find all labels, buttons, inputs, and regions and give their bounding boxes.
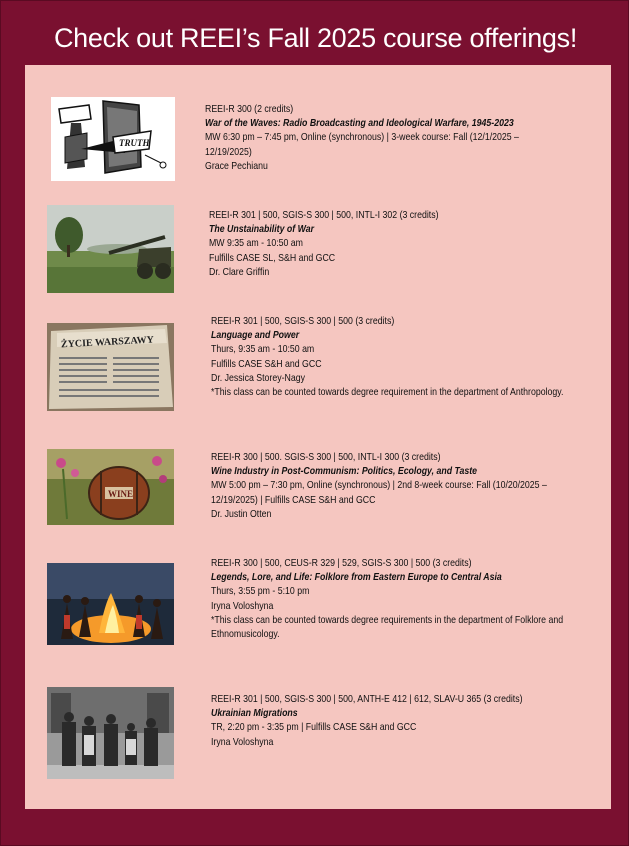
- wine-barrel-image: [47, 449, 174, 525]
- course-panel: [25, 65, 611, 809]
- course-title: Wine Industry in Post-Communism: Politics, Ecology, and Taste: [211, 466, 478, 478]
- course-info: [205, 103, 519, 174]
- course-fulfills: Fulfills CASE SL, S&H and GCC: [209, 252, 336, 264]
- course-instructor: Dr. Justin Otten: [211, 508, 272, 520]
- course-instructor: Dr. Jessica Storey-Nagy: [211, 372, 305, 384]
- course-schedule-continued: 12/19/2025): [205, 146, 252, 158]
- course-schedule: MW 6:30 pm – 7:45 pm, Online (synchronous) | 3-week course: Fall (12/1/2025 –: [205, 132, 519, 144]
- course-title: War of the Waves: Radio Broadcasting and Ideological Warfare, 1945-2023: [205, 118, 514, 130]
- course-info: [209, 209, 439, 280]
- course-title: The Unstainability of War: [209, 224, 314, 236]
- course-info: [211, 557, 563, 642]
- truth-sign-text: TRUTH: [119, 138, 150, 148]
- course-schedule-continued: 12/19/2025) | Fulfills CASE S&H and GCC: [211, 494, 376, 506]
- course-note: *This class can be counted towards degree requirements in the department of Folklore and: [211, 614, 564, 626]
- course-note-continued: Ethnomusicology.: [211, 629, 280, 641]
- course-title: Legends, Lore, and Life: Folklore from Eastern Europe to Central Asia: [211, 572, 502, 584]
- course-instructor: Iryna Voloshyna: [211, 600, 274, 612]
- course-code: REEI-R 300 (2 credits): [205, 104, 294, 115]
- course-schedule: MW 5:00 pm – 7:30 pm, Online (synchronous) | 2nd 8-week course: Fall (10/20/2025 –: [211, 480, 547, 492]
- course-title: Language and Power: [211, 330, 300, 342]
- newspaper-image: [47, 323, 174, 411]
- course-code: REEI-R 301 | 500, SGIS-S 300 | 500, INTL-I 302 (3 credits): [209, 210, 439, 221]
- newspaper-masthead: ŻYCIE WARSZAWY: [60, 334, 155, 351]
- bonfire-dance-image: [47, 563, 174, 645]
- course-instructor: Iryna Voloshyna: [211, 736, 274, 748]
- course-schedule: MW 9:35 am - 10:50 am: [209, 238, 303, 250]
- course-info: [211, 693, 523, 750]
- propaganda-cartoon-image: [51, 97, 175, 181]
- course-code: REEI-R 301 | 500, SGIS-S 300 | 500 (3 credits): [211, 316, 395, 327]
- course-fulfills: Fulfills CASE S&H and GCC: [211, 358, 322, 370]
- course-instructor: Grace Pechianu: [205, 160, 268, 172]
- course-schedule: Thurs, 9:35 am - 10:50 am: [211, 344, 315, 356]
- course-info: [211, 315, 563, 400]
- course-code: REEI-R 300 | 500. SGIS-S 300 | 500, INTL-I 300 (3 credits): [211, 452, 441, 463]
- field-cannon-image: [47, 205, 174, 293]
- course-schedule: TR, 2:20 pm - 3:35 pm | Fulfills CASE S&H and GCC: [211, 722, 417, 734]
- barrel-label: WINE: [108, 489, 134, 499]
- course-info: [211, 451, 547, 522]
- page-title: Check out REEI’s Fall 2025 course offerings!: [53, 23, 578, 53]
- course-schedule: Thurs, 3:55 pm - 5:10 pm: [211, 586, 310, 598]
- course-title: Ukrainian Migrations: [211, 708, 298, 720]
- course-instructor: Dr. Clare Griffin: [209, 266, 270, 278]
- course-code: REEI-R 300 | 500, CEUS-R 329 | 529, SGIS-S 300 | 500 (3 credits): [211, 558, 472, 569]
- course-note: *This class can be counted towards degree requirement in the department of Anthropology.: [211, 387, 564, 399]
- migrants-photo-image: [47, 687, 174, 779]
- course-code: REEI-R 301 | 500, SGIS-S 300 | 500, ANTH-E 412 | 612, SLAV-U 365 (3 credits): [211, 694, 523, 705]
